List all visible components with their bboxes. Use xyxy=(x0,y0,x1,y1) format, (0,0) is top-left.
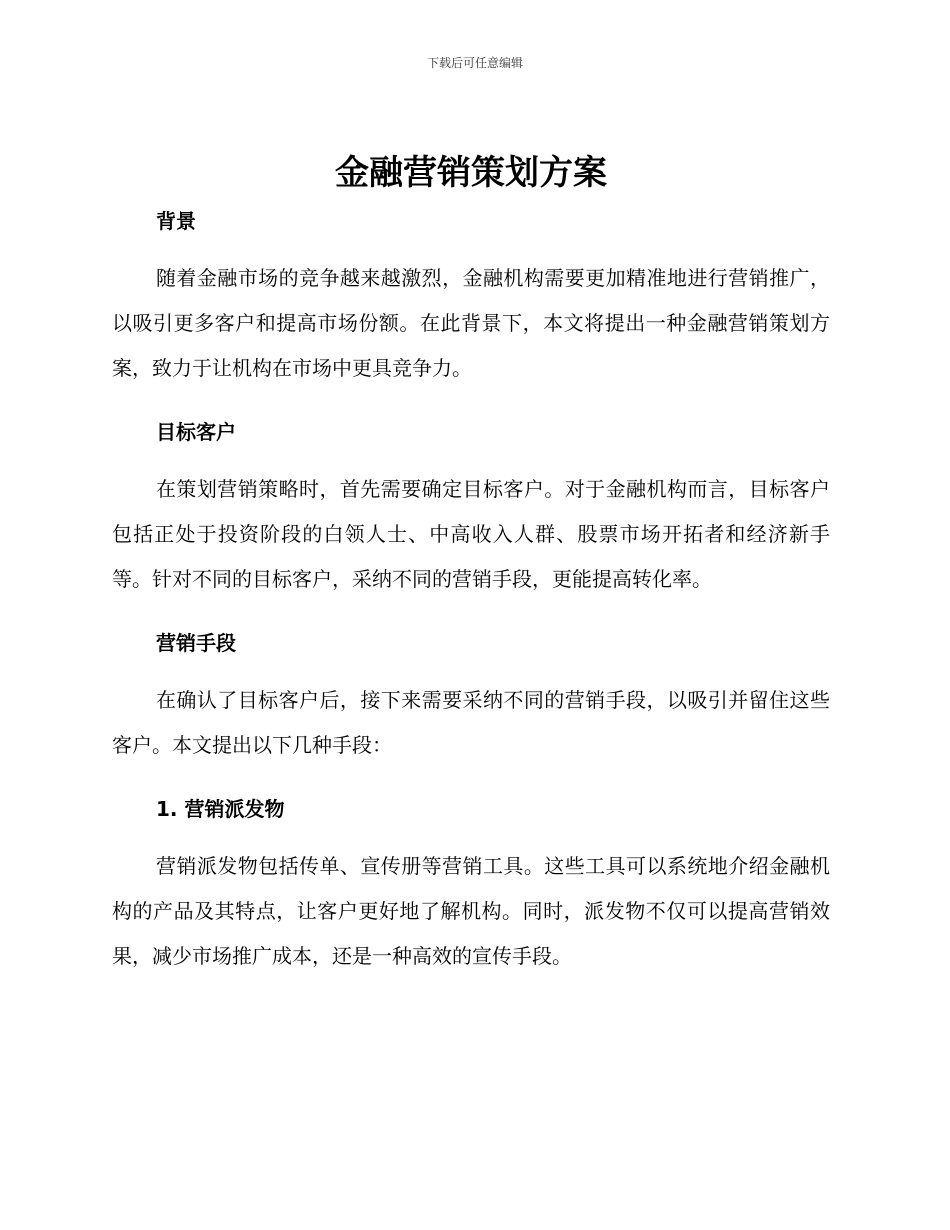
section-paragraph-flyers: 营销派发物包括传单、宣传册等营销工具。这些工具可以系统地介绍金融机构的产品及其特点，让客户更好地了解机构。同时，派发物不仅可以提高营销效果，减少市场推广成本，还是一种高效的宣传手段。 xyxy=(112,854,830,968)
section-heading-marketing-means: 营销手段 xyxy=(156,631,236,655)
section-paragraph-marketing-means: 在确认了目标客户后，接下来需要采纳不同的营销手段，以吸引并留住这些客户。本文提出以下几种手段： xyxy=(112,688,830,757)
section-heading-background: 背景 xyxy=(156,209,196,233)
document-body xyxy=(112,148,830,979)
page-header-note: 下载后可任意编辑 xyxy=(426,56,523,70)
section-paragraph-target-customers: 在策划营销策略时，首先需要确定目标客户。对于金融机构而言，目标客户包括正处于投资阶段的白领人士、中高收入人群、股票市场开拓者和经济新手等。针对不同的目标客户，采纳不同的营销手段，更能提高转化率。 xyxy=(112,477,830,591)
section-heading-flyers: 1. 营销派发物 xyxy=(156,797,285,821)
section-paragraph-background: 随着金融市场的竞争越来越激烈，金融机构需要更加精准地进行营销推广，以吸引更多客户和提高市场份额。在此背景下，本文将提出一种金融营销策划方案，致力于让机构在市场中更具竞争力。 xyxy=(112,266,830,380)
document-title: 金融营销策划方案 xyxy=(335,153,607,193)
section-heading-target-customers: 目标客户 xyxy=(156,420,236,444)
